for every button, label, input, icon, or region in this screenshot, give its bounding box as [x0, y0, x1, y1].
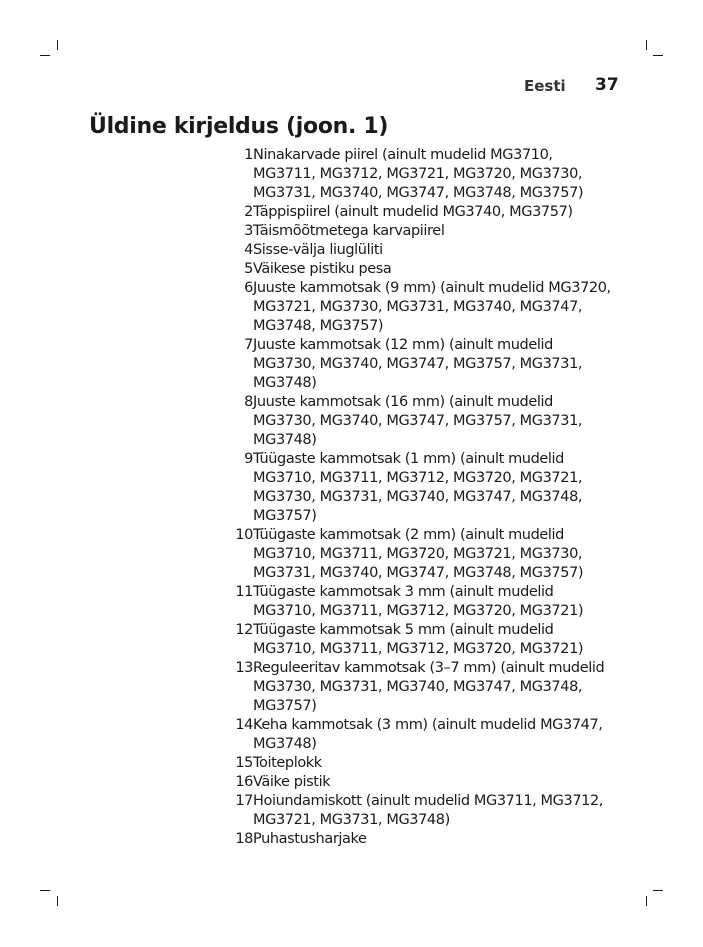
item-number — [224, 621, 253, 640]
list-item — [224, 583, 614, 621]
header-language: Eesti — [524, 77, 566, 95]
item-number-label: 7 — [244, 337, 253, 353]
item-number-label: 3 — [244, 223, 253, 239]
item-number-label: 17 — [235, 793, 253, 809]
item-description: Juuste kammotsak (16 mm) (ainult mudelid MG3730, MG3740, MG3747, MG3757, MG3731, MG3748) — [253, 394, 583, 448]
item-number — [224, 450, 253, 469]
item-description: Toiteplokk — [253, 755, 322, 771]
item-number — [224, 583, 253, 602]
item-number-label: 4 — [244, 242, 253, 258]
item-description: Täppispiirel (ainult mudelid MG3740, MG3757) — [253, 204, 573, 220]
parts-list — [224, 146, 614, 849]
item-description: Tüügaste kammotsak (2 mm) (ainult mudelid MG3710, MG3711, MG3720, MG3721, MG3730, MG3731, MG3740, MG3747, MG3748, MG3757) — [253, 527, 584, 581]
item-description: Tüügaste kammotsak 5 mm (ainult mudelid MG3710, MG3711, MG3712, MG3720, MG3721) — [253, 622, 584, 657]
item-description: Tüügaste kammotsak (1 mm) (ainult mudelid MG3710, MG3711, MG3712, MG3720, MG3721, MG3730, MG3731, MG3740, MG3747, MG3748, MG3757) — [253, 451, 583, 524]
item-number-label: 16 — [235, 774, 253, 790]
crop-mark-bottom-right-h — [653, 890, 663, 891]
item-number — [224, 754, 253, 773]
item-number-label: 6 — [244, 280, 253, 296]
item-description: Hoiundamiskott (ainult mudelid MG3711, MG3712, MG3721, MG3731, MG3748) — [253, 793, 604, 828]
item-number — [224, 830, 253, 849]
list-item — [224, 526, 614, 583]
list-item — [224, 792, 614, 830]
crop-mark-top-left-v — [57, 40, 58, 50]
crop-mark-top-right-h — [653, 55, 663, 56]
list-item — [224, 621, 614, 659]
item-description: Reguleeritav kammotsak (3–7 mm) (ainult mudelid MG3730, MG3731, MG3740, MG3747, MG3748, MG3757) — [253, 660, 605, 714]
item-number — [224, 146, 253, 165]
item-number-label: 15 — [235, 755, 253, 771]
list-item — [224, 222, 614, 241]
item-description: Juuste kammotsak (12 mm) (ainult mudelid MG3730, MG3740, MG3747, MG3757, MG3731, MG3748) — [253, 337, 583, 391]
item-description: Väike pistik — [253, 774, 331, 790]
item-number — [224, 222, 253, 241]
item-number-label: 11 — [235, 584, 253, 600]
item-number — [224, 393, 253, 412]
item-number-label: 8 — [244, 394, 253, 410]
item-number — [224, 260, 253, 279]
item-number — [224, 526, 253, 545]
item-number-label: 9 — [244, 451, 253, 467]
item-description: Sisse-välja liuglüliti — [253, 242, 383, 258]
crop-mark-bottom-left-h — [40, 890, 50, 891]
list-item — [224, 393, 614, 450]
item-number — [224, 659, 253, 678]
crop-mark-top-left-h — [40, 55, 50, 56]
item-number — [224, 279, 253, 298]
item-number-label: 13 — [235, 660, 253, 676]
item-number-label: 2 — [244, 204, 253, 220]
item-number — [224, 336, 253, 355]
list-item — [224, 203, 614, 222]
list-item — [224, 279, 614, 336]
item-number — [224, 203, 253, 222]
crop-mark-bottom-left-v — [57, 896, 58, 906]
crop-mark-bottom-right-v — [646, 896, 647, 906]
item-description: Keha kammotsak (3 mm) (ainult mudelid MG3747, MG3748) — [253, 717, 603, 752]
item-number-label: 12 — [235, 622, 253, 638]
item-description: Puhastusharjake — [253, 831, 367, 847]
list-item — [224, 830, 614, 849]
list-item — [224, 146, 614, 203]
item-description: Väikese pistiku pesa — [253, 261, 392, 277]
section-title: Üldine kirjeldus (joon. 1) — [89, 114, 389, 139]
item-number — [224, 773, 253, 792]
crop-mark-top-right-v — [646, 40, 647, 50]
list-item — [224, 659, 614, 716]
item-number — [224, 716, 253, 735]
page-number: 37 — [595, 75, 619, 95]
item-number — [224, 241, 253, 260]
list-item — [224, 241, 614, 260]
list-item — [224, 260, 614, 279]
list-item — [224, 773, 614, 792]
list-item — [224, 336, 614, 393]
item-description: Juuste kammotsak (9 mm) (ainult mudelid MG3720, MG3721, MG3730, MG3731, MG3740, MG3747, MG3748, MG3757) — [253, 280, 611, 334]
item-number-label: 5 — [244, 261, 253, 277]
list-item — [224, 716, 614, 754]
item-number-label: 18 — [235, 831, 253, 847]
item-number-label: 1 — [244, 147, 253, 163]
item-description: Tüügaste kammotsak 3 mm (ainult mudelid MG3710, MG3711, MG3712, MG3720, MG3721) — [253, 584, 584, 619]
item-description: Täismõõtmetega karvapiirel — [253, 223, 445, 239]
item-description: Ninakarvade piirel (ainult mudelid MG3710, MG3711, MG3712, MG3721, MG3720, MG3730, MG3731, MG3740, MG3747, MG3748, MG3757) — [253, 147, 584, 201]
list-item — [224, 450, 614, 526]
item-number-label: 14 — [235, 717, 253, 733]
item-number — [224, 792, 253, 811]
item-number-label: 10 — [235, 527, 253, 543]
list-item — [224, 754, 614, 773]
